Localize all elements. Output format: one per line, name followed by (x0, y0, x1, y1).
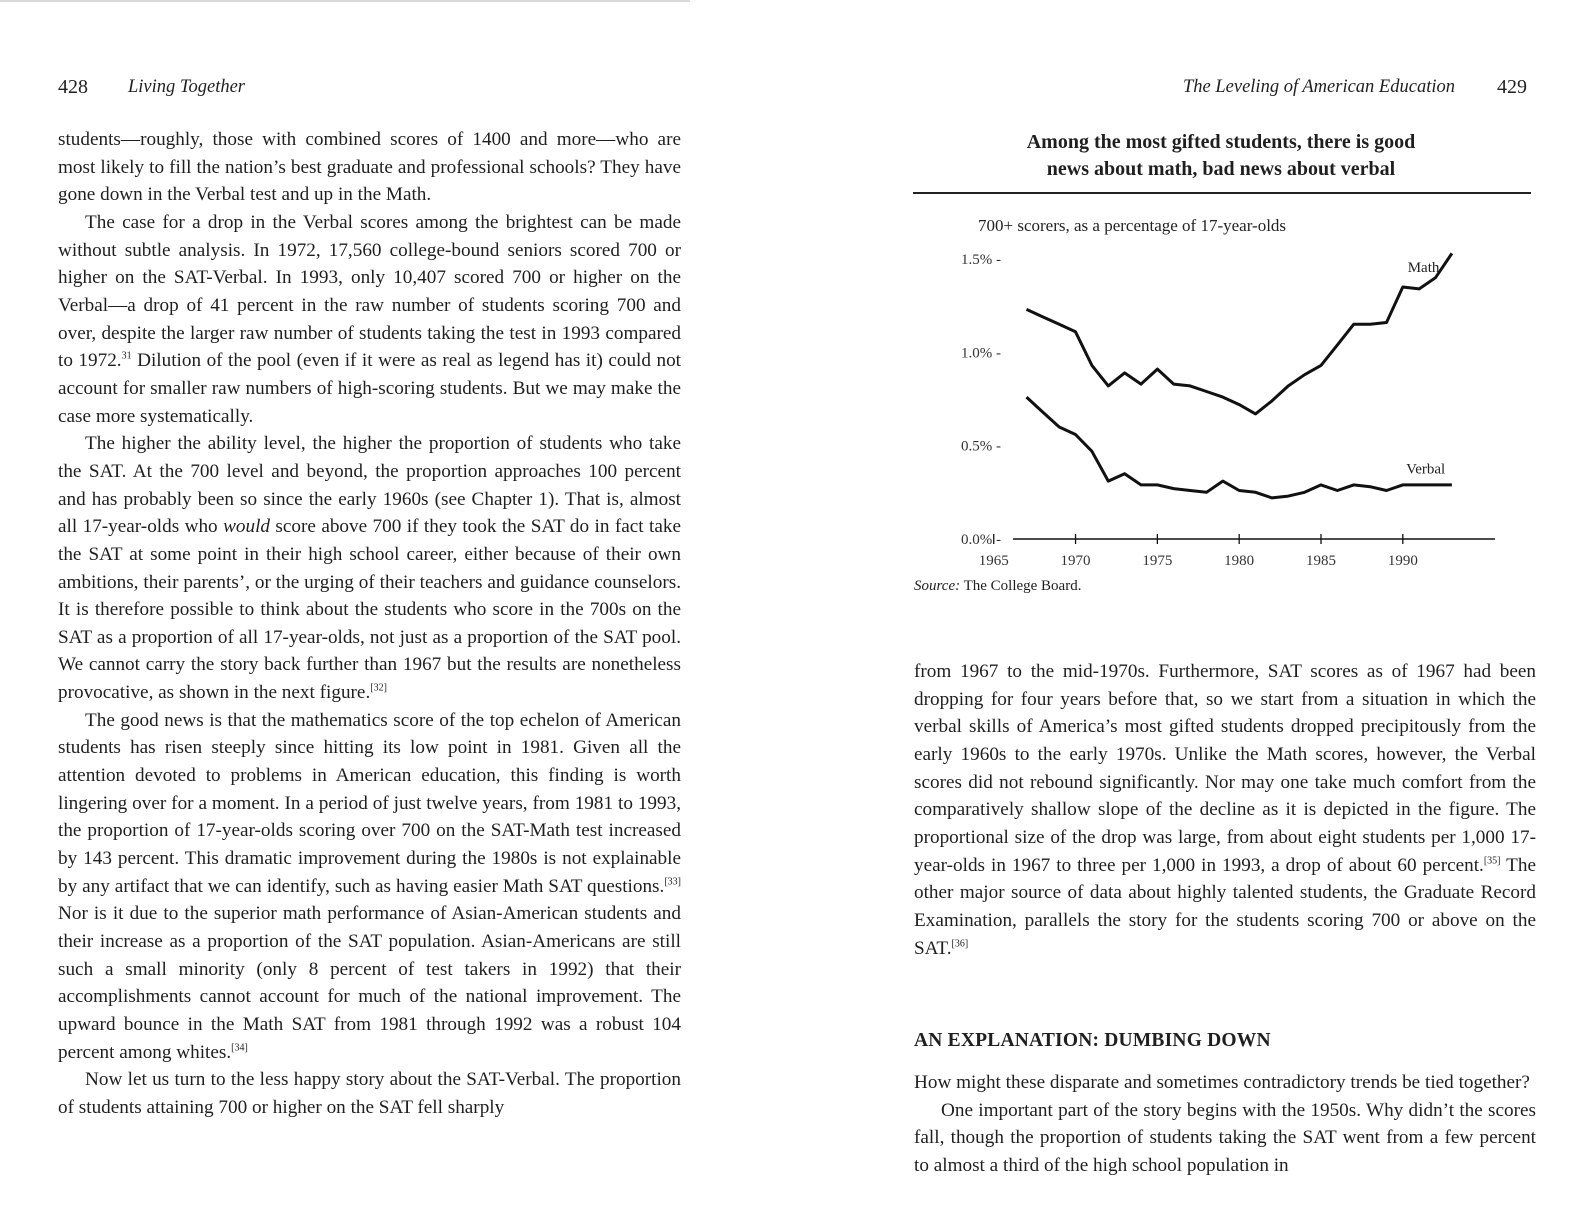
paragraph: The case for a drop in the Verbal scores among the brightest can be made without subtle analysis. In 1972, 17,560 college-bound seniors scored 700 or higher on the SAT-Verbal. In 1993, only 10,407 scored 700 or higher on the Verbal—a drop of 41 percent in the raw number of students scoring 700 and over, despite the larger raw number of students taking the test in 1993 compared to 1972.31 Dilution of the pool (even if it were as real as legend has it) could not account for smaller raw numbers of high-scoring students. But we may make the case more systematically. (58, 211, 681, 427)
left-body-text (58, 126, 681, 1122)
chart-title: Among the most gifted students, there is good news about math, bad news about verbal (1026, 131, 1416, 180)
y-tick-label: 0.5% - (961, 438, 1001, 455)
chart (961, 204, 1501, 574)
section-heading: AN EXPLANATION: DUMBING DOWN (914, 1030, 1271, 1051)
chart-source: Source: The College Board. (914, 578, 1082, 594)
y-tick-label: 1.0% - (961, 345, 1001, 362)
x-tick-label: 1985 (1306, 553, 1336, 569)
y-axis-label: 700+ scorers, as a percentage of 17-year-olds (978, 216, 1287, 235)
paragraph: from 1967 to the mid-1970s. Furthermore, SAT scores as of 1967 had been dropping for four years before that, so we start from a situation in which the verbal skills of America’s most gifted students dropped precipitously from the early 1960s to the early 1970s. Unlike the Math scores, however, the Verbal scores did not rebound significantly. Nor may one take much comfort from the comparatively shallow slope of the decline as it is depicted in the figure. The proportional size of the drop was large, from about eight students per 1,000 17-year-olds in 1967 to three per 1,000 in 1993, a drop of about 60 percent.[35] The other major source of data about highly talented students, the Graduate Record Examination, parallels the story for the students scoring 700 or above on the SAT.[36] (914, 661, 1536, 959)
footnote-ref: [36] (951, 938, 969, 950)
footnote-ref: [35] (1483, 855, 1501, 867)
right-running-title: The Leveling of American Education (1183, 77, 1455, 97)
footnote-ref: [32] (370, 682, 387, 694)
paragraph: One important part of the story begins with the 1950s. Why didn’t the scores fall, though the proportion of students taking the SAT went from a few percent to almost a third of the high school population in (914, 1099, 1536, 1176)
series-label-verbal: Verbal (1406, 461, 1446, 478)
x-tick-label: 1975 (1142, 553, 1173, 569)
footnote-ref: [33] (664, 876, 681, 888)
y-tick-label: 1.5% - (961, 252, 1001, 268)
chart-top-rule (913, 192, 1531, 194)
x-tick-label: 1990 (1387, 553, 1418, 569)
series-line-math (1027, 253, 1452, 414)
paragraph: The good news is that the mathematics score of the top echelon of American students has risen steeply since hitting its low point in 1981. Given all the attention devoted to problems in American education, this finding is worth lingering over for a moment. In a period of just twelve years, from 1981 to 1993, the proportion of 17-year-olds scoring over 700 on the SAT-Math test increased by 143 percent. This dramatic improvement during the 1980s is not explainable by any artifact that we can identify, such as having easier Math SAT questions.[33] Nor is it due to the superior math performance of Asian-American students and their increase as a proportion of the SAT population. Asian-Americans are still such a small minority (only 8 percent of test takers in 1992) that their accomplishments cannot account for much of the national improvement. The upward bounce in the Math SAT from 1981 through 1992 was a robust 104 percent among whites.[34] (58, 709, 681, 1063)
x-tick-label: 1970 (1060, 553, 1091, 569)
paragraph: The higher the ability level, the higher the proportion of students who take the SAT. At the 700 level and beyond, the proportion approaches 100 percent and has probably been so since the early 1960s (see Chapter 1). That is, almost all 17-year-olds who would score above 700 if they took the SAT do in fact take the SAT at some point in their high school career, either because of their own ambitions, their parents’, or the urging of their teachers and guidance counselors. It is therefore possible to think about the students who score in the 700s on the SAT as a proportion of all 17-year-olds, not just as a proportion of the SAT pool. We cannot carry the story back further than 1967 but the results are nonetheless provocative, as shown in the next figure.[32] (58, 433, 682, 704)
series-label-math: Math (1407, 260, 1440, 277)
left-running-title: Living Together (128, 77, 246, 97)
right-body-text-bottom (914, 1069, 1536, 1180)
right-page (791, 0, 1582, 1220)
paragraph: How might these disparate and sometimes contradictory trends be tied together? (914, 1072, 1530, 1093)
x-tick-label: 1965 (978, 553, 1009, 569)
series-line-verbal (1027, 397, 1452, 498)
footnote-ref: [34] (231, 1042, 248, 1054)
y-tick-label: 0.0% - (961, 532, 1001, 548)
paragraph: Now let us turn to the less happy story about the SAT-Verbal. The proportion of students attaining 700 or higher on the SAT fell sharply (58, 1069, 681, 1118)
left-page-number: 428 (58, 76, 88, 98)
footnote-ref: 31 (121, 350, 132, 362)
paragraph: students—roughly, those with combined scores of 1400 and more—who are most likely to fill the nation’s best graduate and professional schools? They have gone down in the Verbal test and up in the Math. (58, 129, 681, 206)
x-tick-label: 1980 (1224, 553, 1255, 569)
right-page-number: 429 (1497, 76, 1527, 98)
right-body-text-top (914, 658, 1536, 962)
